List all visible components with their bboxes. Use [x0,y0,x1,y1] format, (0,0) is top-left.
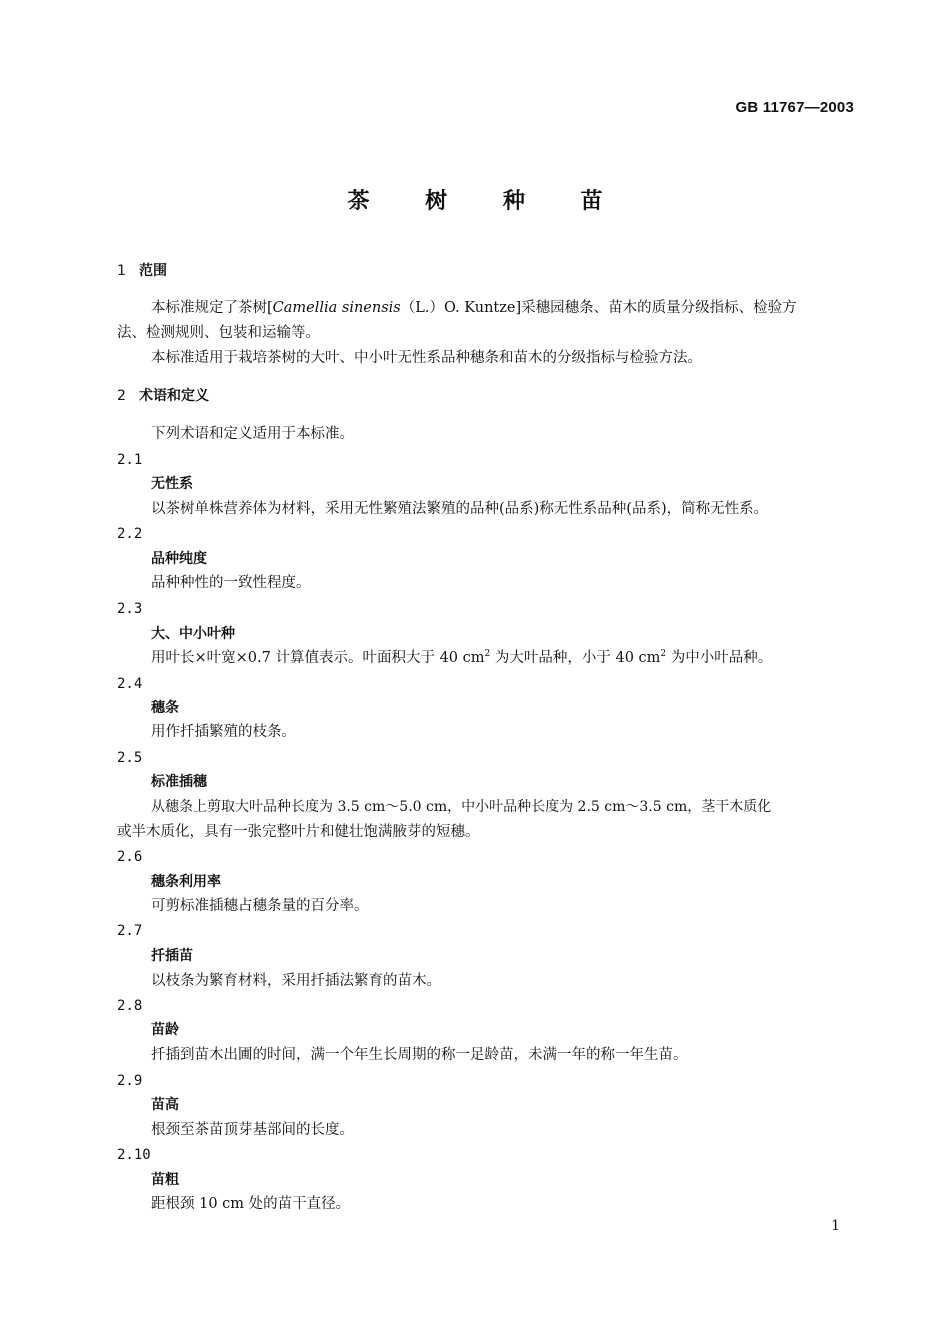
scope-paragraph-1-cont: 法、检测规则、包装和运输等。 [117,325,320,341]
superscript-2: 2 [660,649,667,659]
term-name: 苗龄 [151,1022,179,1038]
term-name: 穗条 [151,700,179,716]
term-name: 穗条利用率 [151,874,221,890]
section-1-number: 1 [117,263,126,279]
section-2-title: 术语和定义 [139,388,209,404]
clause-number: 2.5 [117,750,143,766]
clause-number: 2.10 [117,1147,151,1163]
term-definition: 从穗条上剪取大叶品种长度为 3.5 cm～5.0 cm，中小叶品种长度为 2.5 cm～3.5 cm，茎干木质化 [151,799,772,815]
clause-number: 2.4 [117,676,143,692]
term-definition [151,648,772,668]
scope-paragraph-2: 本标准适用于栽培茶树的大叶、中小叶无性系品种穗条和苗木的分级指标与检验方法。 [151,350,702,366]
term-definition: 以茶树单株营养体为材料，采用无性繁殖法繁殖的品种(品系)称无性系品种(品系)，简称无性系。 [151,501,769,517]
section-1-title: 范围 [139,263,167,279]
superscript-2: 2 [484,649,491,659]
section-2-heading [117,386,209,406]
term-definition: 扦插到苗木出圃的时间，满一个年生长周期的称一足龄苗，未满一年的称一年生苗。 [151,1047,688,1063]
clause-number: 2.2 [117,526,143,542]
section-2-intro: 下列术语和定义适用于本标准。 [151,426,354,442]
def-part-b: 为大叶品种，小于 40 cm [490,650,661,666]
term-definition: 用作扦插繁殖的枝条。 [151,724,296,740]
standard-number: GB 11767—2003 [735,99,854,116]
term-definition-cont: 或半木质化，具有一张完整叶片和健壮饱满腋芽的短穗。 [117,824,480,840]
clause-number: 2.3 [117,601,143,617]
clause-number: 2.1 [117,452,143,468]
term-name: 苗高 [151,1097,179,1113]
term-definition: 距根颈 10 cm 处的苗干直径。 [151,1196,351,1212]
term-name: 标准插穗 [151,774,207,790]
section-1-heading [117,261,167,281]
clause-number: 2.6 [117,849,143,865]
term-name: 大、中小叶种 [151,626,235,642]
scope-p1-after: （L.）O. Kuntze]采穗园穗条、苗木的质量分级指标、检验方 [400,300,797,316]
clause-number: 2.7 [117,923,143,939]
term-definition: 品种种性的一致性程度。 [151,575,311,591]
scope-p1-before: 本标准规定了茶树[ [151,300,273,316]
section-2-number: 2 [117,388,126,404]
term-name: 苗粗 [151,1172,179,1188]
term-definition: 可剪标准插穗占穗条量的百分率。 [151,898,369,914]
page-title: 茶 树 种 苗 [347,189,627,214]
clause-number: 2.8 [117,998,143,1014]
term-definition: 以枝条为繁育材料，采用扦插法繁育的苗木。 [151,973,441,989]
scope-p1-latin: Camellia sinensis [272,300,401,316]
scope-paragraph-1 [151,298,797,318]
term-name: 品种纯度 [151,551,207,567]
def-part-a: 用叶长×叶宽×0.7 计算值表示。叶面积大于 40 cm [151,650,485,666]
term-name: 无性系 [151,476,193,492]
def-part-c: 为中小叶品种。 [666,650,773,666]
clause-number: 2.9 [117,1073,143,1089]
term-definition: 根颈至茶苗顶芽基部间的长度。 [151,1122,354,1138]
page-number: 1 [831,1218,840,1234]
term-name: 扦插苗 [151,948,193,964]
